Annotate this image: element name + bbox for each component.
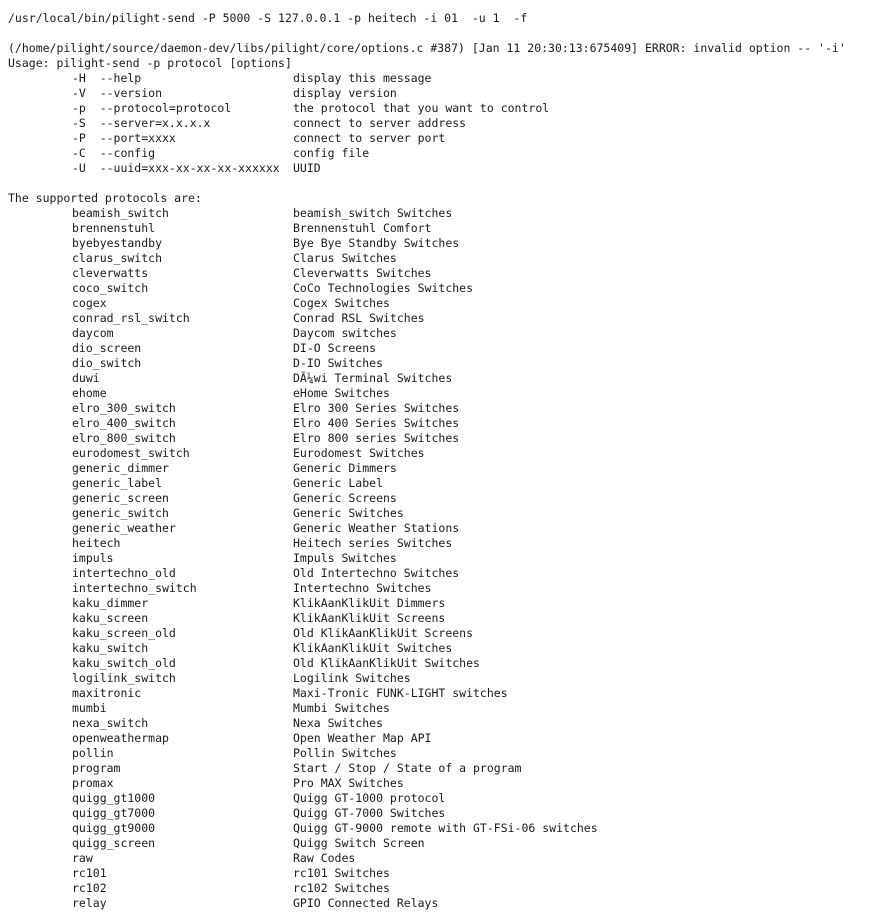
protocol-name: quigg_gt9000: [72, 821, 156, 835]
protocol-name: eurodomest_switch: [72, 446, 190, 460]
option-row: [8, 146, 880, 161]
protocol-row: [8, 431, 880, 446]
protocol-row: [8, 611, 880, 626]
protocol-row: [8, 836, 880, 851]
protocol-name: nexa_switch: [72, 716, 149, 730]
protocol-row: [8, 206, 880, 221]
protocol-row: [8, 296, 880, 311]
protocol-name: kaku_switch_old: [72, 656, 176, 670]
protocol-description: Impuls Switches: [293, 551, 397, 565]
protocol-row: [8, 656, 880, 671]
protocol-description: Raw Codes: [293, 851, 356, 865]
protocol-name: program: [72, 761, 121, 775]
protocol-description: rc102 Switches: [293, 881, 390, 895]
usage-line: [8, 56, 880, 71]
protocol-row: [8, 716, 880, 731]
protocol-description: Elro 800 series Switches: [293, 431, 460, 445]
protocol-row: [8, 686, 880, 701]
protocol-description: Heitech series Switches: [293, 536, 453, 550]
protocol-name: cogex: [72, 296, 107, 310]
protocol-description: Generic Switches: [293, 506, 404, 520]
protocol-description: Old Intertechno Switches: [293, 566, 460, 580]
protocol-name: kaku_dimmer: [72, 596, 149, 610]
protocol-name: generic_weather: [72, 521, 176, 535]
protocol-name: kaku_screen: [72, 611, 149, 625]
protocol-description: Quigg GT-1000 protocol: [293, 791, 446, 805]
protocol-description: Cogex Switches: [293, 296, 390, 310]
error-text: (/home/pilight/source/daemon-dev/libs/pilight/core/options.c #387) [Jan 11 20:30:13:675409] ERROR: invalid option -- '-i': [8, 41, 846, 55]
protocol-row: [8, 881, 880, 896]
protocol-description: Generic Screens: [293, 491, 397, 505]
blank-line: [8, 26, 880, 41]
protocol-row: [8, 761, 880, 776]
protocol-row: [8, 221, 880, 236]
error-line: [8, 41, 880, 56]
protocol-description: Old KlikAanKlikUit Screens: [293, 626, 474, 640]
protocol-row: [8, 866, 880, 881]
option-row: [8, 161, 880, 176]
protocol-name: beamish_switch: [72, 206, 169, 220]
protocol-row: [8, 266, 880, 281]
protocol-name: rc102: [72, 881, 107, 895]
protocol-row: [8, 896, 880, 911]
protocol-description: Pro MAX Switches: [293, 776, 404, 790]
option-flag: -P --port=xxxx: [72, 131, 176, 145]
protocol-name: kaku_screen_old: [72, 626, 176, 640]
protocol-description: KlikAanKlikUit Screens: [293, 611, 446, 625]
option-description: UUID: [293, 161, 321, 175]
option-flag: -U --uuid=xxx-xx-xx-xx-xxxxxx: [72, 161, 280, 175]
option-flag: -p --protocol=protocol: [72, 101, 232, 115]
protocol-row: [8, 626, 880, 641]
protocol-row: [8, 416, 880, 431]
protocol-row: [8, 536, 880, 551]
protocol-row: [8, 476, 880, 491]
protocol-description: Cleverwatts Switches: [293, 266, 432, 280]
protocol-row: [8, 641, 880, 656]
option-description: connect to server address: [293, 116, 467, 130]
protocol-name: cleverwatts: [72, 266, 149, 280]
protocol-description: Clarus Switches: [293, 251, 397, 265]
protocol-name: mumbi: [72, 701, 107, 715]
protocol-description: Eurodomest Switches: [293, 446, 425, 460]
option-description: display version: [293, 86, 397, 100]
protocol-row: [8, 776, 880, 791]
protocol-name: openweathermap: [72, 731, 169, 745]
protocol-description: Quigg GT-9000 remote with GT-FSi-06 switches: [293, 821, 598, 835]
protocol-description: Generic Label: [293, 476, 384, 490]
protocol-row: [8, 236, 880, 251]
protocol-description: Start / Stop / State of a program: [293, 761, 522, 775]
protocol-row: [8, 566, 880, 581]
protocol-row: [8, 356, 880, 371]
protocol-name: intertechno_old: [72, 566, 176, 580]
protocols-list: [8, 206, 880, 911]
protocol-description: Open Weather Map API: [293, 731, 432, 745]
protocol-row: [8, 491, 880, 506]
protocol-description: rc101 Switches: [293, 866, 390, 880]
protocol-name: heitech: [72, 536, 121, 550]
protocol-name: duwi: [72, 371, 100, 385]
protocols-heading: The supported protocols are:: [8, 191, 202, 205]
protocol-row: [8, 821, 880, 836]
protocol-name: generic_dimmer: [72, 461, 169, 475]
protocol-row: [8, 746, 880, 761]
protocol-name: quigg_gt7000: [72, 806, 156, 820]
blank-line: [8, 176, 880, 191]
protocol-row: [8, 731, 880, 746]
protocol-description: Bye Bye Standby Switches: [293, 236, 460, 250]
protocol-row: [8, 671, 880, 686]
protocol-description: Elro 300 Series Switches: [293, 401, 460, 415]
protocol-name: relay: [72, 896, 107, 910]
protocol-description: Brennenstuhl Comfort: [293, 221, 432, 235]
protocol-row: [8, 581, 880, 596]
protocol-name: dio_screen: [72, 341, 142, 355]
protocol-description: Old KlikAanKlikUit Switches: [293, 656, 480, 670]
option-description: the protocol that you want to control: [293, 101, 550, 115]
option-description: config file: [293, 146, 370, 160]
protocol-description: Pollin Switches: [293, 746, 397, 760]
protocol-row: [8, 506, 880, 521]
protocol-row: [8, 401, 880, 416]
protocol-row: [8, 521, 880, 536]
protocol-name: logilink_switch: [72, 671, 176, 685]
protocol-description: Logilink Switches: [293, 671, 411, 685]
protocol-description: KlikAanKlikUit Switches: [293, 641, 453, 655]
protocol-description: eHome Switches: [293, 386, 390, 400]
protocol-description: D-IO Switches: [293, 356, 384, 370]
protocol-description: Mumbi Switches: [293, 701, 390, 715]
protocol-description: DÃ¼wi Terminal Switches: [293, 371, 453, 385]
protocols-heading-line: [8, 191, 880, 206]
protocol-row: [8, 311, 880, 326]
protocol-name: dio_switch: [72, 356, 142, 370]
protocol-row: [8, 806, 880, 821]
protocol-name: elro_300_switch: [72, 401, 176, 415]
protocol-description: Conrad RSL Switches: [293, 311, 425, 325]
protocol-row: [8, 326, 880, 341]
protocol-row: [8, 701, 880, 716]
option-description: connect to server port: [293, 131, 446, 145]
protocol-description: Elro 400 Series Switches: [293, 416, 460, 430]
protocol-row: [8, 461, 880, 476]
protocol-row: [8, 386, 880, 401]
protocol-name: kaku_switch: [72, 641, 149, 655]
protocol-name: ehome: [72, 386, 107, 400]
option-row: [8, 71, 880, 86]
protocol-name: maxitronic: [72, 686, 142, 700]
protocol-row: [8, 281, 880, 296]
option-flag: -V --version: [72, 86, 163, 100]
protocol-row: [8, 341, 880, 356]
protocol-row: [8, 791, 880, 806]
protocol-description: DI-O Screens: [293, 341, 377, 355]
protocol-row: [8, 446, 880, 461]
protocol-name: intertechno_switch: [72, 581, 197, 595]
protocol-description: KlikAanKlikUit Dimmers: [293, 596, 446, 610]
protocol-name: quigg_screen: [72, 836, 156, 850]
protocol-name: coco_switch: [72, 281, 149, 295]
protocol-description: Maxi-Tronic FUNK-LIGHT switches: [293, 686, 508, 700]
protocol-name: elro_800_switch: [72, 431, 176, 445]
command-line: [8, 11, 880, 26]
option-row: [8, 131, 880, 146]
protocol-row: [8, 596, 880, 611]
protocol-description: Generic Weather Stations: [293, 521, 460, 535]
protocol-description: CoCo Technologies Switches: [293, 281, 474, 295]
protocol-name: generic_screen: [72, 491, 169, 505]
protocol-description: Nexa Switches: [293, 716, 384, 730]
option-row: [8, 101, 880, 116]
protocol-name: byebyestandby: [72, 236, 163, 250]
option-flag: -C --config: [72, 146, 156, 160]
protocol-name: rc101: [72, 866, 107, 880]
protocol-name: daycom: [72, 326, 114, 340]
protocol-name: raw: [72, 851, 93, 865]
protocol-name: brennenstuhl: [72, 221, 156, 235]
option-description: display this message: [293, 71, 432, 85]
protocol-name: quigg_gt1000: [72, 791, 156, 805]
option-row: [8, 86, 880, 101]
protocol-name: generic_switch: [72, 506, 169, 520]
protocol-description: Quigg Switch Screen: [293, 836, 425, 850]
protocol-name: pollin: [72, 746, 114, 760]
option-flag: -S --server=x.x.x.x: [72, 116, 211, 130]
protocol-row: [8, 851, 880, 866]
protocol-description: GPIO Connected Relays: [293, 896, 439, 910]
protocol-description: Daycom switches: [293, 326, 397, 340]
protocol-description: Generic Dimmers: [293, 461, 397, 475]
protocol-description: Quigg GT-7000 Switches: [293, 806, 446, 820]
protocol-description: beamish_switch Switches: [293, 206, 453, 220]
protocol-name: impuls: [72, 551, 114, 565]
protocol-name: generic_label: [72, 476, 163, 490]
protocol-name: promax: [72, 776, 114, 790]
protocol-row: [8, 251, 880, 266]
protocol-description: Intertechno Switches: [293, 581, 432, 595]
option-flag: -H --help: [72, 71, 142, 85]
command-text: /usr/local/bin/pilight-send -P 5000 -S 127.0.0.1 -p heitech -i 01 -u 1 -f: [8, 11, 528, 25]
protocol-name: clarus_switch: [72, 251, 163, 265]
option-row: [8, 116, 880, 131]
protocol-name: conrad_rsl_switch: [72, 311, 190, 325]
protocol-row: [8, 551, 880, 566]
options-list: [8, 71, 880, 176]
protocol-name: elro_400_switch: [72, 416, 176, 430]
protocol-row: [8, 371, 880, 386]
usage-text: Usage: pilight-send -p protocol [options]: [8, 56, 292, 70]
